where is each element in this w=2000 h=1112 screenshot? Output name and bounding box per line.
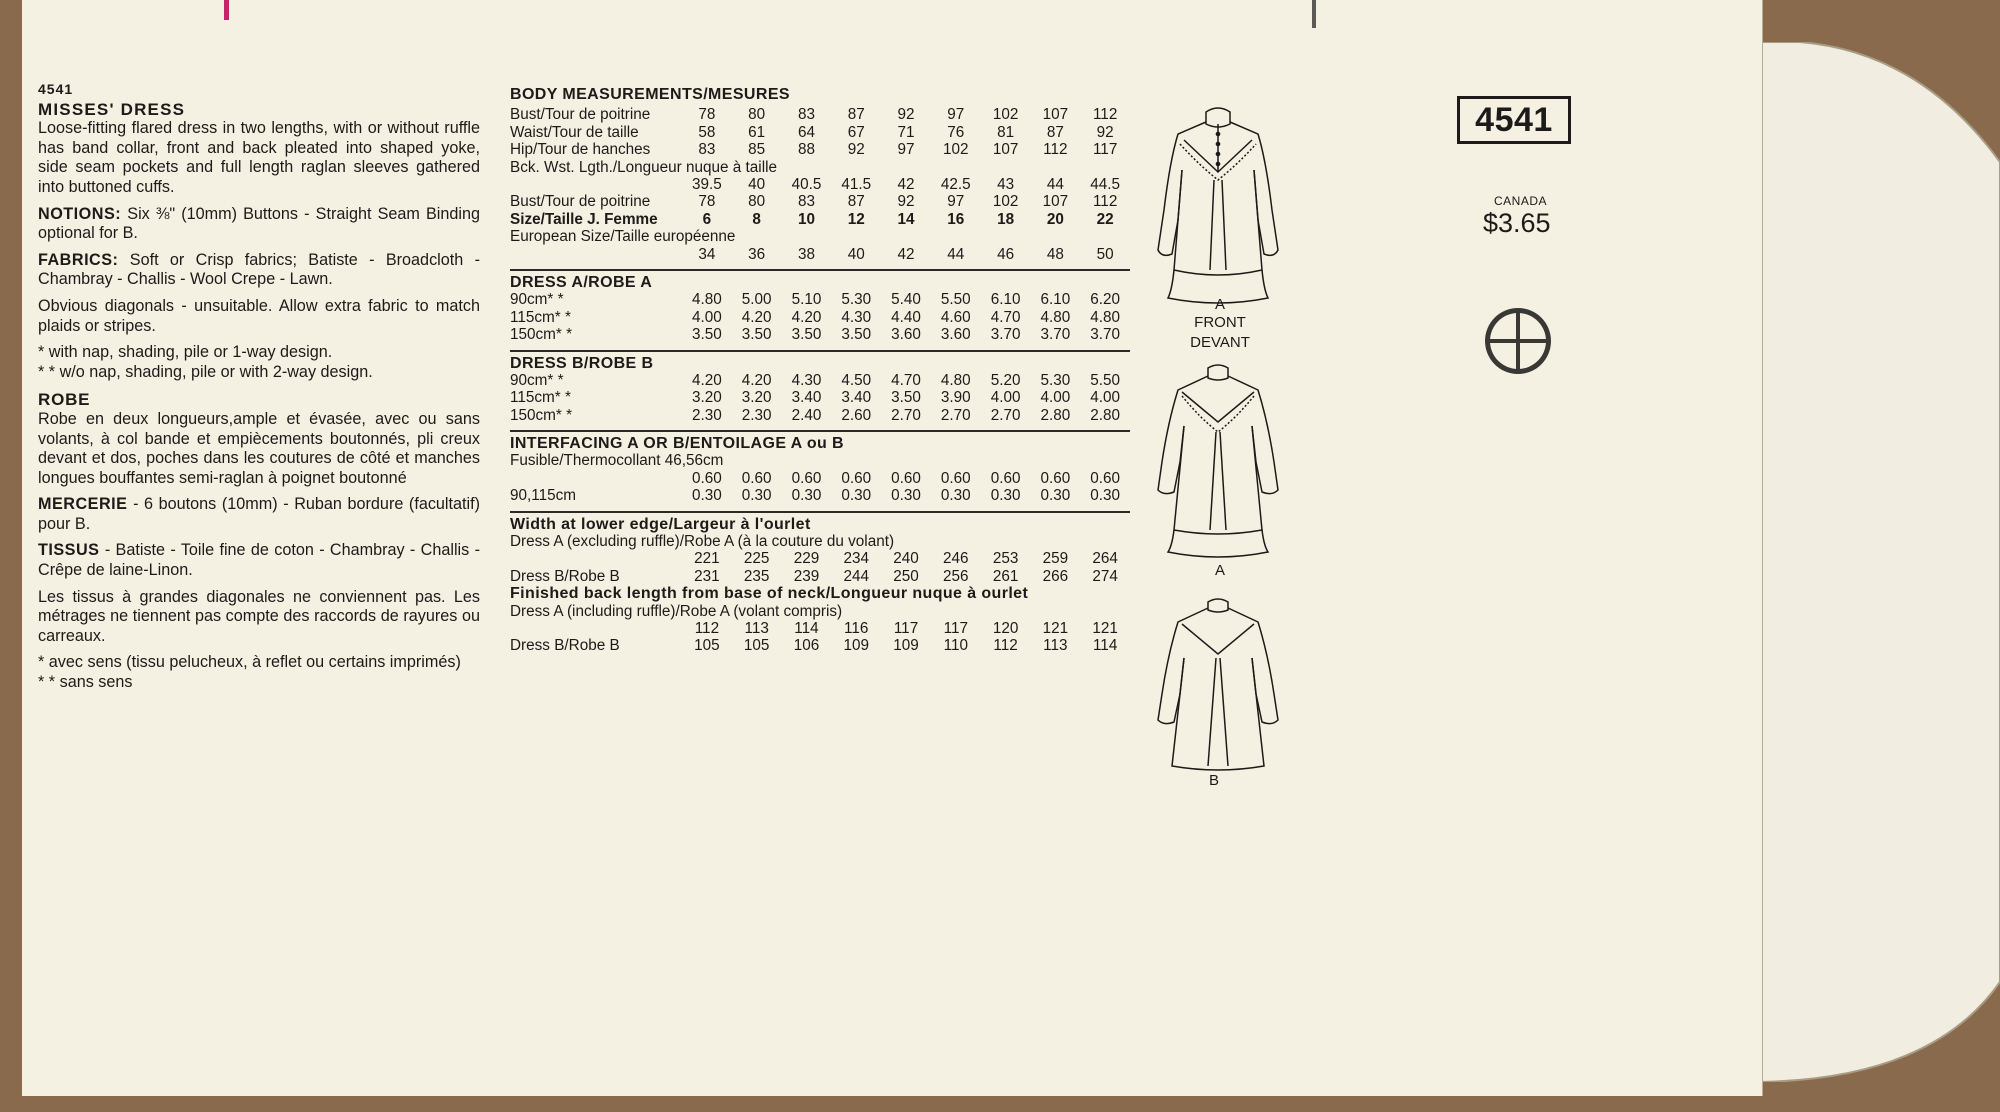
table-cell: 261 bbox=[992, 567, 1019, 585]
table-cell: 64 bbox=[797, 123, 815, 141]
row-label: Bust/Tour de poitrine bbox=[510, 106, 651, 124]
table-cell: 6.20 bbox=[1090, 291, 1121, 309]
row-label: 90cm* * bbox=[510, 291, 564, 309]
tissus-label: TISSUS bbox=[38, 541, 100, 560]
table-cell: 78 bbox=[698, 106, 716, 124]
table-cell: 5.10 bbox=[791, 291, 822, 309]
table-row bbox=[510, 533, 1130, 550]
description-text: Loose-fitting flared dress in two lengths, with or without ruffle has band collar, front and back pleated into shaped yoke, side seam pockets and full length raglan sleeves gathered into buttoned cuffs. bbox=[38, 119, 480, 196]
table-cell: 121 bbox=[1092, 620, 1118, 638]
table-cell: 3.70 bbox=[1090, 326, 1121, 344]
table-cell: 42 bbox=[897, 245, 915, 263]
table-cell: 4.50 bbox=[841, 371, 872, 389]
dress-b-section bbox=[510, 350, 1130, 425]
table-cell: 5.00 bbox=[741, 291, 772, 309]
table-cell: 88 bbox=[797, 141, 815, 159]
table-cell: 264 bbox=[1092, 550, 1118, 568]
table-row bbox=[510, 291, 1130, 308]
table-cell: 120 bbox=[992, 620, 1019, 638]
fig3-label-b: B bbox=[1208, 772, 1219, 789]
table-cell: 4.80 bbox=[1090, 308, 1121, 326]
table-cell: 2.60 bbox=[841, 406, 872, 424]
table-cell: 3.60 bbox=[940, 326, 971, 344]
table-cell: 5.20 bbox=[990, 371, 1021, 389]
row-label: 90cm* * bbox=[510, 371, 564, 389]
table-cell: 3.70 bbox=[990, 326, 1021, 344]
tissus-paragraph bbox=[38, 541, 480, 580]
fabrics-paragraph bbox=[38, 251, 480, 290]
table-cell: 41.5 bbox=[841, 175, 872, 193]
table-row bbox=[510, 487, 1130, 504]
table-cell: 83 bbox=[797, 106, 815, 124]
pattern-number-box: 4541 bbox=[1457, 96, 1571, 144]
table-cell: 78 bbox=[698, 193, 716, 211]
nap-note-1: * with nap, shading, pile or 1-way design. bbox=[38, 343, 333, 362]
table-cell: 58 bbox=[698, 123, 716, 141]
table-cell: 42 bbox=[897, 175, 915, 193]
table-row bbox=[510, 637, 1130, 654]
table-row bbox=[510, 193, 1130, 210]
table-cell: 4.80 bbox=[940, 371, 971, 389]
table-cell: 3.50 bbox=[692, 326, 722, 344]
table-cell: 121 bbox=[1042, 620, 1069, 638]
dress-a-front-illustration bbox=[1148, 100, 1288, 315]
table-cell: 4.40 bbox=[891, 308, 921, 326]
table-cell: 110 bbox=[943, 637, 968, 655]
table-cell: 235 bbox=[743, 567, 770, 585]
table-row bbox=[510, 176, 1130, 193]
table-cell: 234 bbox=[843, 550, 869, 568]
table-cell: 39.5 bbox=[692, 175, 722, 193]
table-cell: 259 bbox=[1042, 550, 1069, 568]
table-cell: 0.30 bbox=[940, 487, 971, 505]
table-row bbox=[510, 470, 1130, 487]
row-label: Dress A (excluding ruffle)/Robe A (à la couture du volant) bbox=[510, 533, 895, 551]
fig1-label-front: FRONT bbox=[1194, 314, 1246, 331]
table-cell: 114 bbox=[1092, 637, 1118, 655]
table-cell: 67 bbox=[847, 123, 865, 141]
table-cell: 76 bbox=[947, 123, 965, 141]
table-cell: 229 bbox=[793, 550, 820, 568]
table-cell: 97 bbox=[947, 193, 965, 211]
table-row bbox=[510, 550, 1130, 567]
crosshair-icon bbox=[1483, 306, 1553, 376]
table-cell: 0.30 bbox=[1090, 487, 1121, 505]
table-cell: 3.50 bbox=[791, 326, 822, 344]
row-label: Bck. Wst. Lgth./Longueur nuque à taille bbox=[510, 158, 778, 176]
table-cell: 18 bbox=[997, 210, 1015, 228]
table-cell: 4.20 bbox=[692, 371, 722, 389]
table-cell: 246 bbox=[943, 550, 969, 568]
row-label: Size/Taille J. Femme bbox=[510, 210, 658, 228]
table-cell: 2.70 bbox=[940, 406, 971, 424]
table-cell: 107 bbox=[1042, 106, 1069, 124]
table-row bbox=[510, 452, 1130, 469]
robe-description: Robe en deux longueurs,ample et évasée, avec ou sans volants, à col bande et empiècements boutonnés, pli creux devant et dos, poches dans les coutures de côté et manches longues bouffantes semi-raglan à poignet boutonné bbox=[38, 409, 480, 487]
table-cell: 97 bbox=[897, 141, 915, 159]
table-cell: 14 bbox=[897, 210, 915, 228]
table-cell: 112 bbox=[1043, 141, 1068, 159]
table-cell: 4.00 bbox=[1040, 389, 1071, 407]
notions-label: NOTIONS: bbox=[38, 204, 122, 223]
table-cell: 10 bbox=[797, 210, 815, 228]
table-cell: 0.30 bbox=[1040, 487, 1071, 505]
notions-text: Six ⅜" (10mm) Buttons - Straight Seam Binding optional for B. bbox=[38, 204, 480, 243]
mercerie-paragraph bbox=[38, 495, 480, 534]
table-cell: 4.00 bbox=[990, 389, 1021, 407]
table-cell: 38 bbox=[797, 245, 815, 263]
table-cell: 87 bbox=[847, 106, 865, 124]
table-cell: 3.70 bbox=[1040, 326, 1071, 344]
table-cell: 114 bbox=[794, 620, 819, 638]
tissus-note: Les tissus à grandes diagonales ne conviennent pas. Les métrages ne tiennent pas compte des raccords de rayures ou carreaux. bbox=[38, 587, 480, 645]
top-mark bbox=[1312, 0, 1316, 28]
table-cell: 0.60 bbox=[940, 469, 971, 487]
table-cell: 12 bbox=[847, 210, 865, 228]
table-cell: 83 bbox=[698, 141, 716, 159]
table-cell: 256 bbox=[943, 567, 969, 585]
mercerie-label: MERCERIE bbox=[38, 495, 128, 514]
table-cell: 3.50 bbox=[891, 389, 921, 407]
table-cell: 107 bbox=[1042, 193, 1069, 211]
row-label: 150cm* * bbox=[510, 406, 573, 424]
table-cell: 48 bbox=[1046, 245, 1064, 263]
table-cell: 105 bbox=[743, 637, 770, 655]
table-cell: 44.5 bbox=[1090, 175, 1121, 193]
table-cell: 3.90 bbox=[940, 389, 971, 407]
table-cell: 0.60 bbox=[990, 469, 1021, 487]
fabrics-text: Soft or Crisp fabrics; Batiste - Broadcloth - Chambray - Challis - Wool Crepe - Lawn. bbox=[38, 250, 480, 289]
table-cell: 3.50 bbox=[841, 326, 872, 344]
description-column bbox=[38, 80, 480, 693]
table-row bbox=[510, 246, 1130, 263]
row-label: 90,115cm bbox=[510, 487, 577, 505]
table-cell: 225 bbox=[743, 550, 770, 568]
table-cell: 16 bbox=[947, 210, 965, 228]
table-row bbox=[510, 159, 1130, 176]
table-cell: 0.60 bbox=[692, 469, 722, 487]
row-label: 115cm* * bbox=[510, 308, 571, 326]
table-cell: 4.20 bbox=[791, 308, 822, 326]
pattern-number-small: 4541 bbox=[38, 81, 74, 97]
color-tab bbox=[224, 0, 229, 20]
table-cell: 5.40 bbox=[891, 291, 921, 309]
table-cell: 4.70 bbox=[990, 308, 1021, 326]
section-title: DRESS A/ROBE A bbox=[510, 273, 653, 291]
table-cell: 80 bbox=[748, 106, 766, 124]
table-cell: 2.70 bbox=[990, 406, 1021, 424]
table-cell: 5.30 bbox=[1040, 371, 1071, 389]
table-cell: 40.5 bbox=[791, 175, 822, 193]
table-cell: 5.30 bbox=[841, 291, 872, 309]
table-cell: 8 bbox=[752, 210, 761, 228]
table-cell: 107 bbox=[992, 141, 1019, 159]
row-label: Hip/Tour de hanches bbox=[510, 141, 651, 159]
table-cell: 4.60 bbox=[940, 308, 971, 326]
table-cell: 0.60 bbox=[1090, 469, 1121, 487]
tissus-text: - Batiste - Toile fine de coton - Chambray - Challis - Crêpe de laine-Linon. bbox=[38, 541, 480, 580]
table-cell: 36 bbox=[748, 245, 766, 263]
table-cell: 3.50 bbox=[741, 326, 772, 344]
table-cell: 87 bbox=[1046, 123, 1064, 141]
row-label: Fusible/Thermocollant 46,56cm bbox=[510, 452, 724, 470]
table-row bbox=[510, 106, 1130, 123]
fabrics-label: FABRICS: bbox=[38, 250, 119, 269]
table-cell: 0.60 bbox=[791, 469, 822, 487]
table-row bbox=[510, 141, 1130, 158]
table-cell: 0.60 bbox=[841, 469, 872, 487]
table-cell: 4.80 bbox=[1040, 308, 1071, 326]
table-cell: 0.30 bbox=[741, 487, 772, 505]
table-cell: 42.5 bbox=[940, 175, 971, 193]
table-cell: 2.80 bbox=[1040, 406, 1071, 424]
table-cell: 20 bbox=[1046, 210, 1064, 228]
table-cell: 105 bbox=[694, 637, 720, 655]
table-cell: 2.70 bbox=[891, 406, 921, 424]
section-title: DRESS B/ROBE B bbox=[510, 354, 654, 372]
table-cell: 250 bbox=[893, 567, 919, 585]
table-cell: 81 bbox=[997, 123, 1015, 141]
table-cell: 5.50 bbox=[940, 291, 971, 309]
table-cell: 0.60 bbox=[891, 469, 921, 487]
table-cell: 4.00 bbox=[692, 308, 722, 326]
table-cell: 0.30 bbox=[891, 487, 921, 505]
table-cell: 97 bbox=[947, 106, 965, 124]
table-cell: 112 bbox=[1092, 193, 1118, 211]
table-row bbox=[510, 124, 1130, 141]
table-row bbox=[510, 211, 1130, 228]
price-country: CANADA bbox=[1494, 194, 1548, 208]
table-row bbox=[510, 309, 1130, 326]
notions-paragraph bbox=[38, 205, 480, 244]
table-cell: 239 bbox=[793, 567, 820, 585]
table-cell: 61 bbox=[748, 123, 766, 141]
table-cell: 85 bbox=[748, 141, 766, 159]
table-cell: 102 bbox=[943, 141, 969, 159]
fig1-label-devant: DEVANT bbox=[1190, 334, 1250, 351]
table-cell: 0.30 bbox=[841, 487, 872, 505]
table-cell: 253 bbox=[992, 550, 1019, 568]
table-cell: 40 bbox=[748, 175, 766, 193]
table-cell: 2.80 bbox=[1090, 406, 1121, 424]
table-cell: 117 bbox=[943, 620, 968, 638]
sans-sens-note: * * sans sens bbox=[38, 673, 133, 692]
row-label: Dress B/Robe B bbox=[510, 637, 620, 655]
table-cell: 113 bbox=[744, 620, 769, 638]
table-cell: 87 bbox=[847, 193, 865, 211]
table-cell: 117 bbox=[1092, 141, 1118, 159]
table-cell: 3.20 bbox=[741, 389, 772, 407]
mercerie-text: - 6 boutons (10mm) - Ruban bordure (facultatif) pour B. bbox=[38, 495, 481, 533]
fig1-label-a: A bbox=[1214, 296, 1225, 313]
measurements-table bbox=[510, 86, 1130, 655]
table-row bbox=[510, 620, 1130, 637]
nap-note-2: * * w/o nap, shading, pile or with 2-way design. bbox=[38, 362, 373, 381]
table-cell: 46 bbox=[997, 245, 1015, 263]
dress-a-section bbox=[510, 269, 1130, 344]
table-cell: 4.30 bbox=[791, 371, 822, 389]
table-cell: 0.30 bbox=[990, 487, 1021, 505]
table-cell: 3.40 bbox=[791, 389, 822, 407]
table-cell: 6.10 bbox=[990, 291, 1021, 309]
table-cell: 2.40 bbox=[791, 406, 822, 424]
table-cell: 6 bbox=[702, 210, 712, 228]
table-cell: 2.30 bbox=[741, 406, 772, 424]
table-row bbox=[510, 568, 1130, 585]
table-cell: 4.70 bbox=[891, 371, 921, 389]
row-label: 150cm* * bbox=[510, 326, 573, 344]
table-cell: 22 bbox=[1096, 210, 1114, 228]
table-cell: 80 bbox=[748, 193, 766, 211]
table-cell: 83 bbox=[797, 193, 815, 211]
table-row bbox=[510, 407, 1130, 424]
table-cell: 240 bbox=[893, 550, 919, 568]
table-cell: 4.20 bbox=[741, 308, 772, 326]
avec-sens-note: * avec sens (tissu pelucheux, à reflet ou certains imprimés) bbox=[38, 653, 461, 672]
table-cell: 4.00 bbox=[1090, 389, 1121, 407]
robe-title: ROBE bbox=[38, 390, 91, 410]
interfacing-section bbox=[510, 430, 1130, 505]
table-cell: 0.60 bbox=[741, 469, 772, 487]
table-cell: 109 bbox=[893, 637, 919, 655]
row-label: Bust/Tour de poitrine bbox=[510, 193, 651, 211]
row-label: Dress A (including ruffle)/Robe A (volant compris) bbox=[510, 602, 843, 620]
table-row bbox=[510, 389, 1130, 406]
table-cell: 2.30 bbox=[692, 406, 722, 424]
dress-a-back-illustration bbox=[1148, 362, 1288, 562]
section-title: Width at lower edge/Largeur à l'ourlet bbox=[510, 515, 811, 533]
table-cell: 43 bbox=[997, 175, 1015, 193]
table-cell: 92 bbox=[897, 106, 915, 124]
table-cell: 0.30 bbox=[791, 487, 822, 505]
table-cell: 244 bbox=[843, 567, 869, 585]
table-cell: 3.60 bbox=[891, 326, 921, 344]
table-cell: 92 bbox=[897, 193, 915, 211]
table-cell: 112 bbox=[1092, 106, 1118, 124]
table-cell: 221 bbox=[694, 550, 720, 568]
table-cell: 102 bbox=[992, 193, 1019, 211]
table-cell: 44 bbox=[947, 245, 965, 263]
table-cell: 0.60 bbox=[1040, 469, 1071, 487]
table-row bbox=[510, 326, 1130, 343]
table-row bbox=[510, 603, 1130, 620]
table-cell: 92 bbox=[847, 141, 865, 159]
price: $3.65 bbox=[1483, 208, 1551, 238]
table-cell: 266 bbox=[1042, 567, 1069, 585]
table-cell: 0.30 bbox=[692, 487, 722, 505]
table-cell: 40 bbox=[847, 245, 865, 263]
table-cell: 102 bbox=[992, 106, 1019, 124]
table-cell: 117 bbox=[893, 620, 919, 638]
table-cell: 231 bbox=[694, 567, 720, 585]
table-cell: 34 bbox=[698, 245, 716, 263]
table-cell: 5.50 bbox=[1090, 371, 1121, 389]
table-row bbox=[510, 372, 1130, 389]
table-cell: 113 bbox=[1043, 637, 1068, 655]
table-cell: 112 bbox=[993, 637, 1018, 655]
table-row bbox=[510, 228, 1130, 245]
row-label: 115cm* * bbox=[510, 389, 571, 407]
diagonals-text: Obvious diagonals - unsuitable. Allow extra fabric to match plaids or stripes. bbox=[38, 296, 480, 335]
table-cell: 274 bbox=[1092, 567, 1118, 585]
table-cell: 50 bbox=[1096, 245, 1114, 263]
pattern-title: MISSES' DRESS bbox=[38, 99, 186, 119]
table-cell: 4.30 bbox=[841, 308, 872, 326]
fig2-label-a: A bbox=[1214, 562, 1225, 579]
table-cell: 106 bbox=[793, 637, 820, 655]
dress-b-back-illustration bbox=[1148, 596, 1288, 776]
table-cell: 44 bbox=[1046, 175, 1064, 193]
table-cell: 4.20 bbox=[741, 371, 772, 389]
table-cell: 3.40 bbox=[841, 389, 872, 407]
row-label: European Size/Taille européenne bbox=[510, 228, 736, 246]
table-cell: 6.10 bbox=[1040, 291, 1071, 309]
table-cell: 71 bbox=[897, 123, 915, 141]
row-label: Dress B/Robe B bbox=[510, 567, 620, 585]
table-cell: 116 bbox=[844, 620, 869, 638]
table-title: BODY MEASUREMENTS/MESURES bbox=[510, 86, 790, 103]
row-label: Waist/Tour de taille bbox=[510, 123, 639, 141]
table-cell: 92 bbox=[1096, 123, 1114, 141]
width-section bbox=[510, 511, 1130, 655]
section-title: Finished back length from base of neck/Longueur nuque à ourlet bbox=[510, 585, 1029, 603]
section-title: INTERFACING A OR B/ENTOILAGE A ou B bbox=[510, 435, 844, 453]
table-cell: 4.80 bbox=[692, 291, 722, 309]
table-cell: 109 bbox=[843, 637, 869, 655]
table-cell: 3.20 bbox=[692, 389, 722, 407]
table-cell: 112 bbox=[694, 620, 720, 638]
